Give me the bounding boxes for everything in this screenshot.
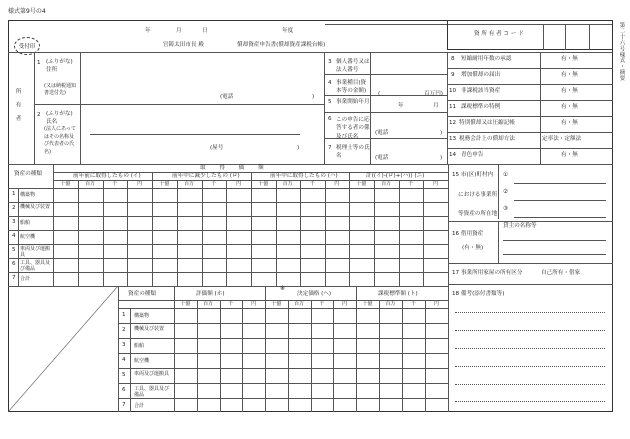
row13-value[interactable]: 定率法・定額法 — [542, 136, 582, 142]
row12-value[interactable]: 有・無 — [561, 120, 578, 126]
declaration-form: 様式第9号の4 第二十六号様式・摘要 年 月 日 年度 官鋳太田市長 殿 償却資産申告書(償却資産課税台帳) 資 所 有 者 コ ー ド 受付印 所有者 1 (ふりがな)住所 (又は納税通知書送付先) (電話 ) 2 (ふりがな)氏名 (法人にあってはその名称及び代表者の氏名) (屋号 ) 3 個人番号又は法人番号 4 事業種目(資本等の金額) ( 百万円) 5 事業開始年月 年 月 6 この申告に応答する者の係及び氏名 (電話 ) 7 税理士等の氏名 (電話 ) 8 短縮耐用年数の承認 有・無 9 増加償却の届出 有・無 10 非課税該当資産 有・無 11 課税標準の特例 有・無 12 特別償却又は圧縮記帳 有・無 13 税務会計上の償却方法 定率法・定額法 14 青色申告 有・無 資産の種類 取 得 価 額 前年前に取得したもの (イ) 前年中に減少したもの (ロ) 前年中に取得したもの (ハ) 計((イ)-(ロ)+(ハ)) (ニ) 十億 百万 千 円 十億 百万 千 円 十億 百万 千 円 十億 百万 千 円 1 構築物 2 機械及び装置 3 船舶 4 航空機 5 車両及び運搬具 6 工具、器具及び備品 7 合計 15 市(区)町村内 における事業所 等資産の所在地 ① ② ③ 16 借用資産 (有・無) 貸主の名称等 17 事業所用家屋の所有区分 自己所有・借家 18 備考(添付書類等) 資産の種類 評価額 (ホ) ※ 決定価格 (ヘ) 課税標準額 (ト) 十億 百万 千 円 十億 百万 千 円 十億 百万 千 円 1 構築物 2 機械及び装置 3 船舶 4 航空機 5 車両及び運搬具 6 工具、器具及び備品 7 合計 — [0, 0, 630, 439]
unit-label: 十億 — [258, 181, 269, 187]
row-number: 6 — [12, 261, 16, 267]
start-date-label: 事業開始年月 — [336, 99, 370, 105]
asset-type-label: 機械及び装置 — [134, 326, 165, 332]
unit-label: 百万 — [184, 181, 195, 187]
id-number-label: 個人番号又は法人番号 — [336, 59, 370, 74]
row-number: 3 — [122, 342, 126, 348]
row-number: 5 — [12, 247, 16, 253]
asset-type-label: 船舶 — [20, 220, 31, 226]
unit-label: 十億 — [60, 181, 71, 187]
fiscal-year: 年度 — [282, 28, 294, 34]
unit-label: 円 — [251, 301, 257, 307]
unit-label: 千 — [309, 181, 315, 187]
row-number: 1 — [122, 312, 126, 318]
asset-type-label: 車両及び運搬具 — [134, 371, 170, 377]
business-type-label: 事業種目(資本等の金額) — [336, 80, 367, 95]
asset-type-label: 車両及び運搬具 — [20, 246, 51, 258]
row14-value[interactable]: 有・無 — [561, 152, 578, 158]
owner-group-label: 所有者 — [14, 88, 21, 129]
reception-stamp: 受付印 — [14, 37, 40, 55]
unit-label: 十億 — [356, 181, 367, 187]
address-phone: (電話 — [220, 94, 234, 100]
unit-label: 円 — [236, 181, 242, 187]
building-ownership-value[interactable]: 自己所有・借家 — [541, 270, 581, 276]
row10-label: 非課税該当資産 — [461, 88, 501, 94]
owner-code-label: 資 所 有 者 コ ー ド — [474, 31, 524, 37]
asset-type-header: 資産の種類 — [14, 171, 42, 177]
unit-label: 百万 — [385, 301, 396, 307]
diagonal-strike — [8, 286, 118, 412]
asset-type-label: 合計 — [20, 276, 31, 282]
asset-type-label: 船舶 — [134, 343, 145, 349]
tax-accountant-label: 税理士等の氏名 — [336, 145, 370, 160]
asset-type-header-2: 資産の種類 — [128, 291, 156, 297]
unit-label: 円 — [342, 301, 348, 307]
asset-type-label: 工具、器具及び備品 — [134, 386, 170, 398]
row11-value[interactable]: 有・無 — [561, 104, 578, 110]
addressee: 官鋳太田市長 殿 — [163, 42, 204, 48]
row13-label: 税務会計上の償却方法 — [459, 136, 515, 142]
row-number: 3 — [12, 219, 16, 225]
row-number: 4 — [122, 357, 126, 363]
asset-type-label: 航空機 — [20, 234, 36, 240]
side-label: 第二十六号様式・摘要 — [618, 22, 625, 81]
asset-type-label: 航空機 — [134, 358, 150, 364]
name-sub: (法人にあってはその名称及び代表者の氏名) — [44, 126, 76, 155]
unit-label: 百万 — [203, 301, 214, 307]
row-number: 1 — [12, 191, 16, 197]
row14-label: 青色申告 — [461, 152, 484, 158]
unit-label: 百万 — [85, 181, 96, 187]
date-month: 月 — [176, 28, 182, 34]
row9-label: 増加償却の届出 — [461, 72, 501, 78]
form-id: 様式第9号の4 — [8, 8, 46, 15]
unit-label: 円 — [137, 181, 143, 187]
unit-label: 十億 — [271, 301, 282, 307]
location-label-line3: 等資産の所在地 — [458, 211, 498, 217]
unit-label: 百万 — [294, 301, 305, 307]
unit-label: 円 — [433, 301, 439, 307]
shop-name: (屋号 — [210, 145, 224, 151]
unit-label: 百万 — [381, 181, 392, 187]
asset-type-label: 構築物 — [20, 192, 36, 198]
row10-value[interactable]: 有・無 — [561, 88, 578, 94]
asset-type-label: 合計 — [134, 403, 145, 409]
row-number: 2 — [12, 205, 16, 211]
building-ownership-label: 17 事業所用家屋の所有区分 — [452, 270, 523, 276]
location-label-line1: 15 市(区)町村内 — [452, 172, 494, 178]
date-day: 日 — [202, 28, 208, 34]
date-year: 年 — [145, 28, 151, 34]
asset-type-label: 構築物 — [134, 313, 150, 319]
row-number: 6 — [122, 387, 126, 393]
contact-label: この申告に応答する者の係及び氏名 — [336, 117, 370, 140]
remarks-label: 18 備考(添付書類等) — [452, 291, 505, 297]
lessor-label: 貸主の名称等 — [503, 223, 537, 229]
unit-label: 百万 — [282, 181, 293, 187]
asset-type-label: 工具、器具及び備品 — [20, 260, 51, 272]
row11-label: 課税標準の特例 — [461, 104, 501, 110]
unit-label: 千 — [319, 301, 325, 307]
unit-label: 十億 — [362, 301, 373, 307]
capital-unit: 百万円) — [424, 91, 443, 97]
name-label: (ふりがな)氏名 — [46, 111, 73, 126]
unit-label: 千 — [228, 301, 234, 307]
unit-label: 千 — [211, 181, 217, 187]
address-sub: (又は納税通知書送付先) — [44, 83, 76, 96]
asterisk-mark: ※ — [280, 285, 286, 292]
asset-type-label: 機械及び装置 — [20, 204, 51, 210]
row-number: 2 — [122, 327, 126, 333]
unit-label: 千 — [410, 301, 416, 307]
address-label: (ふりがな)住所 — [46, 59, 73, 74]
unit-label: 千 — [408, 181, 414, 187]
row-number: 7 — [122, 402, 126, 408]
row12-label: 特別償却又は圧縮記帳 — [459, 120, 515, 126]
unit-label: 円 — [433, 181, 439, 187]
unit-label: 十億 — [159, 181, 170, 187]
row9-value[interactable]: 有・無 — [561, 72, 578, 78]
location-label-line2: における事業所 — [458, 192, 498, 198]
unit-label: 十億 — [180, 301, 191, 307]
row-number: 5 — [122, 372, 126, 378]
leased-assets-value[interactable]: (有・無) — [462, 245, 484, 251]
unit-label: 千 — [112, 181, 118, 187]
leased-assets-label: 16 借用資産 — [452, 231, 484, 237]
form-title: 償却資産申告書(償却資産課税台帳) — [237, 42, 326, 48]
row-number: 7 — [12, 275, 16, 281]
row-number: 4 — [12, 233, 16, 239]
row8-value[interactable]: 有・無 — [561, 56, 578, 62]
acquisition-header: 取 得 価 額 — [200, 165, 270, 171]
row8-label: 短縮耐用年数の承認 — [461, 56, 512, 62]
unit-label: 円 — [334, 181, 340, 187]
